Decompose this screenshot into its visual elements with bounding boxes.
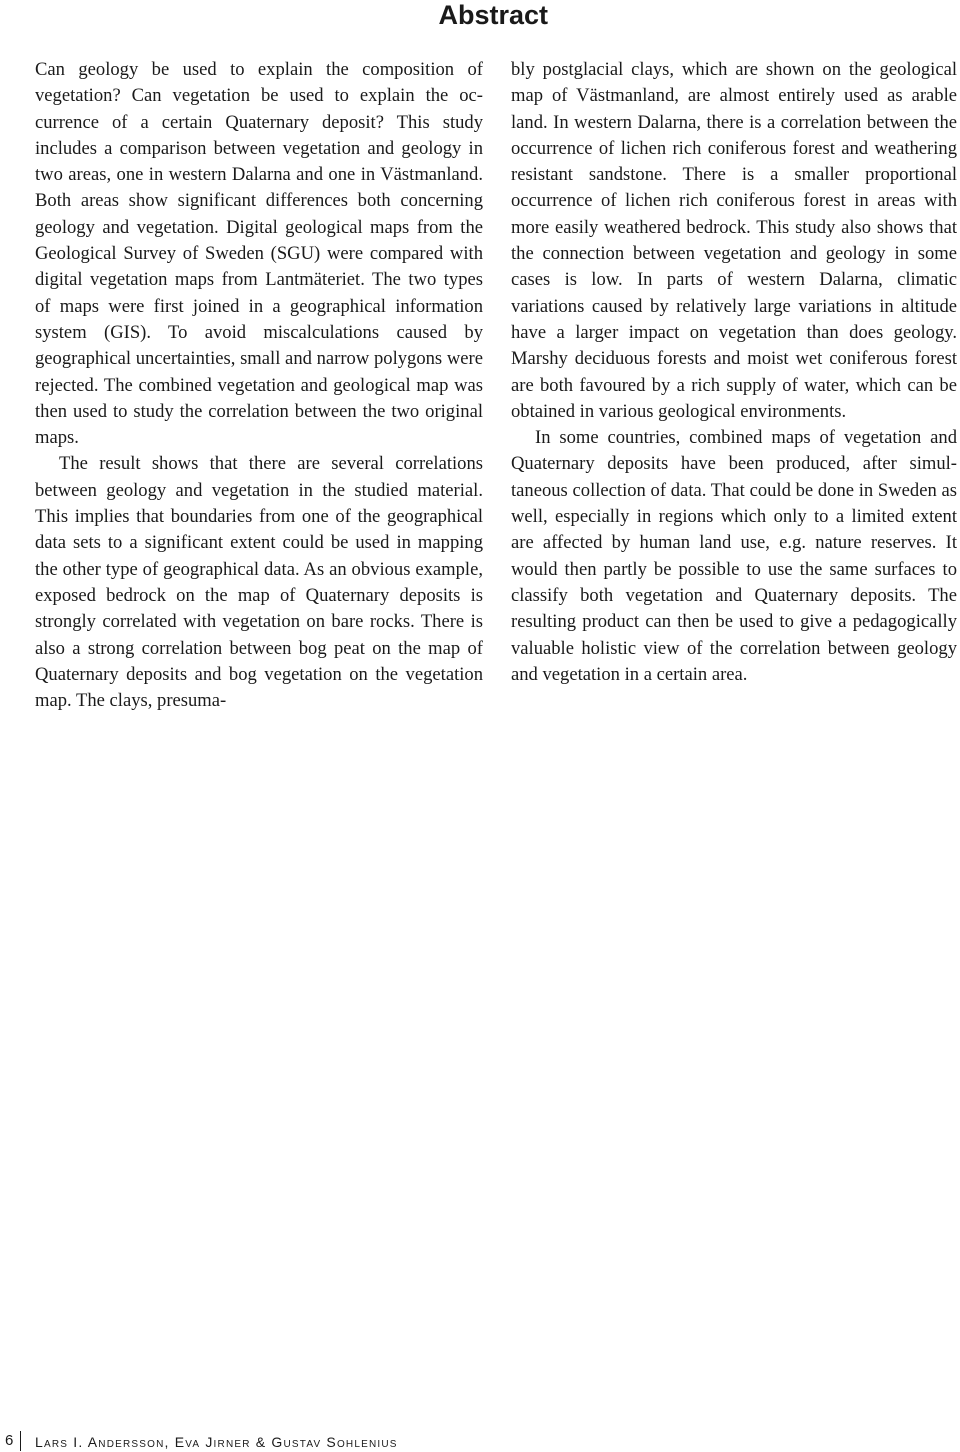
abstract-paragraph-2: The result shows that there are several correlations between geology and vegetation in the studied material. This implies that boundaries from one of the geographical data sets to a significant extent could be used in mapping the other type of geographical data. As an obvious example, exposed bedrock on the map of Quaternary deposits is strongly correlated with vegetation on bare rocks. There is also a strong correlation between bog peat on the map of Quaternary deposits and bog vegetation on the vegetation map. The clays, presuma- — [35, 453, 483, 712]
page-heading: Abstract — [438, 0, 548, 30]
page-number: 6 — [5, 1432, 14, 1449]
footer-divider — [20, 1431, 21, 1451]
running-authors: Lars I. Andersson, Eva Jirner & Gustav Sohlenius — [35, 1434, 398, 1450]
page-footer — [0, 1432, 960, 1452]
right-column — [511, 57, 957, 688]
abstract-paragraph-3: In some countries, combined maps of vegetation and Quaternary deposits have been produced, after simultaneous collection of data. That could be done in Sweden as well, especially in regions which only to a limited extent are affected by human land use, e.g. nature reserves. It would then partly be possible to use the same surfaces to classify both vegetation and Quaternary deposits. The resulting product can then be used to give a pedagogically valuable holistic view of the correlation between geology and vegetation in a certain area. — [511, 427, 957, 685]
left-column — [35, 57, 483, 714]
abstract-paragraph-1: Can geology be used to explain the composition of vegetation? Can vegetation be used to explain the occurrence of a certain Quaternary deposit? This study includes a comparison between vegetation and geology in two areas, one in western Dalarna and one in Västmanland. Both areas show significant differences both concerning geology and vegetation. Digital geological maps from the Geological Survey of Sweden (SGU) were compared with digital vegetation maps from Lantmäteriet. The two types of maps were first joined in a geographical information system (GIS). To avoid miscalculations caused by geographical uncertainties, small and narrow polygons were rejected. The combined vegetation and geological map was then used to study the correlation between the two original maps. — [35, 59, 483, 449]
abstract-paragraph-2-continued: bly postglacial clays, which are shown on the geological map of Västmanland, are almost entirely used as arable land. In western Dalarna, there is a correlation between the occurrence of lichen rich coniferous forest and weathering resistant sandstone. There is a smaller proportional occurrence of lichen rich coniferous forest in areas with more easily weathered bedrock. This study also shows that the connection between vegetation and geology in some cases is low. In parts of western Dalarna, climatic variations caused by relatively large variations in altitude have a larger impact on vegetation than does geology. Marshy deciduous forests and moist wet coniferous forest are both favoured by a rich supply of water, which can be obtained in various geological environments. — [511, 59, 957, 422]
